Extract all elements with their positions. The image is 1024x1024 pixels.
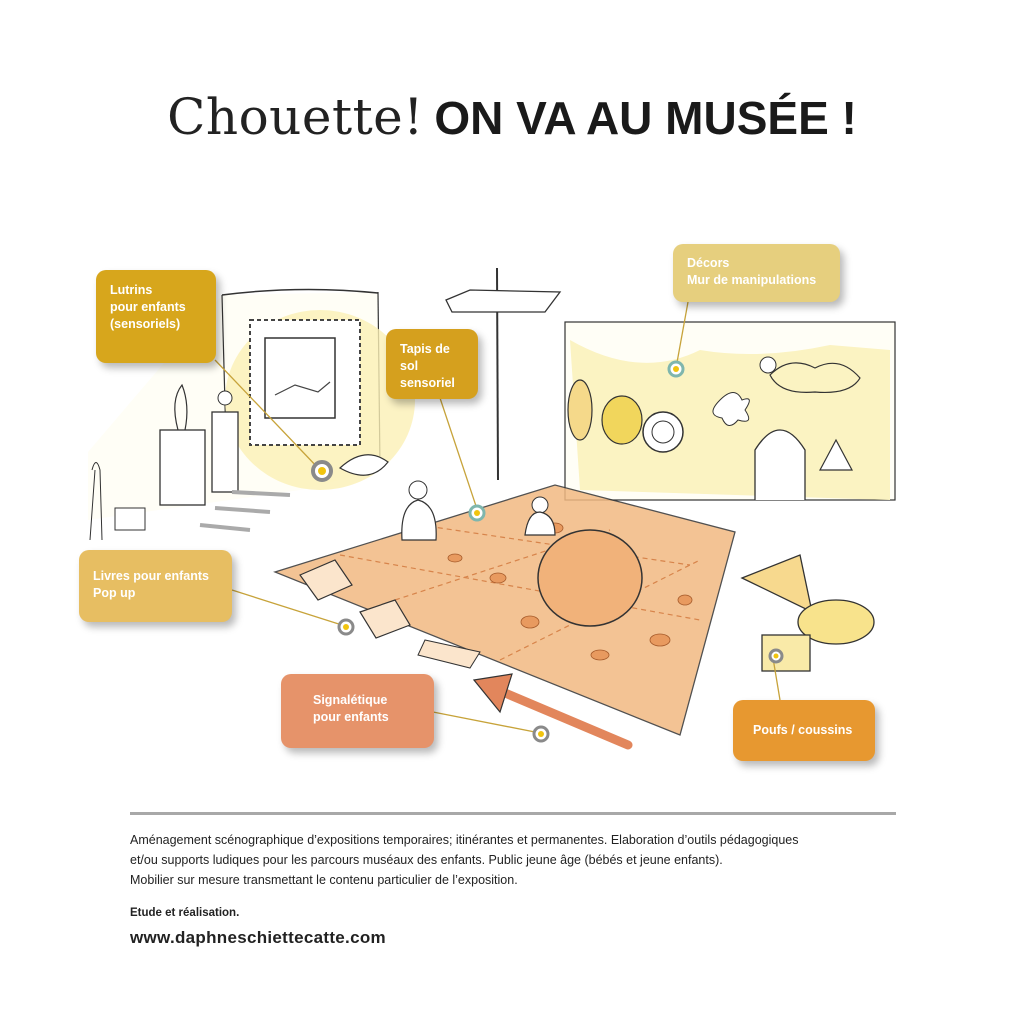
- callout-tapis: [386, 329, 478, 399]
- decor-arch: [755, 430, 805, 500]
- signpost-board: [446, 290, 560, 312]
- pedestal-right: [212, 412, 238, 492]
- callout-decors: [673, 244, 840, 302]
- callout-poufs: [733, 700, 875, 761]
- floor-arrow-head: [474, 674, 512, 712]
- small-box: [115, 508, 145, 530]
- callout-lutrins: [96, 270, 216, 363]
- marker-tapis: [470, 506, 484, 520]
- decor-disc-2: [602, 396, 642, 444]
- callout-lutrins-text: Lutrins pour enfants (sensoriels): [110, 283, 186, 331]
- description-line-2: et/ou supports ludiques pour les parcours muséaux des enfants. Public jeune âge (bébés et jeune enfants).: [130, 853, 723, 867]
- divider: [130, 812, 896, 815]
- child-1-head: [409, 481, 427, 499]
- title-script: Chouette!: [167, 88, 424, 146]
- decor-ring-inner: [652, 421, 674, 443]
- description: [130, 830, 910, 890]
- pedestal-left: [160, 430, 205, 505]
- marker-signaletique: [534, 727, 548, 741]
- callout-signaletique: [281, 674, 434, 748]
- title-bold: ON VA AU MUSÉE !: [434, 92, 857, 144]
- child-1-body: [402, 500, 436, 540]
- marker-poufs: [770, 650, 782, 662]
- credit-label: Etude et réalisation.: [130, 907, 240, 919]
- callout-signaletique-text: Signalétique pour enfants: [313, 693, 389, 724]
- marker-livres: [339, 620, 353, 634]
- decor-disc-1: [568, 380, 592, 440]
- picture-inner: [265, 338, 335, 418]
- child-2-head: [532, 497, 548, 513]
- bust: [218, 391, 232, 405]
- callout-decors-text: Décors Mur de manipulations: [687, 256, 817, 287]
- description-line-3: Mobilier sur mesure transmettant le contenu particulier de l’exposition.: [130, 873, 518, 887]
- callout-poufs-text: Poufs / coussins: [753, 723, 853, 737]
- marker-lutrins: [313, 462, 331, 480]
- decor-small-ball: [760, 357, 776, 373]
- description-line-1: Aménagement scénographique d’expositions temporaires; itinérantes et permanentes. Elaboration d’outils pédagogiques: [130, 833, 799, 847]
- marker-decors: [669, 362, 683, 376]
- callout-livres: [79, 550, 232, 622]
- callout-tapis-text: Tapis de sol sensoriel: [400, 342, 455, 390]
- mat-round-cushion: [538, 530, 642, 626]
- pouf-wedge: [742, 555, 812, 612]
- callout-livres-text: Livres pour enfants Pop up: [93, 569, 209, 600]
- website-link[interactable]: www.daphneschiettecatte.com: [130, 928, 386, 947]
